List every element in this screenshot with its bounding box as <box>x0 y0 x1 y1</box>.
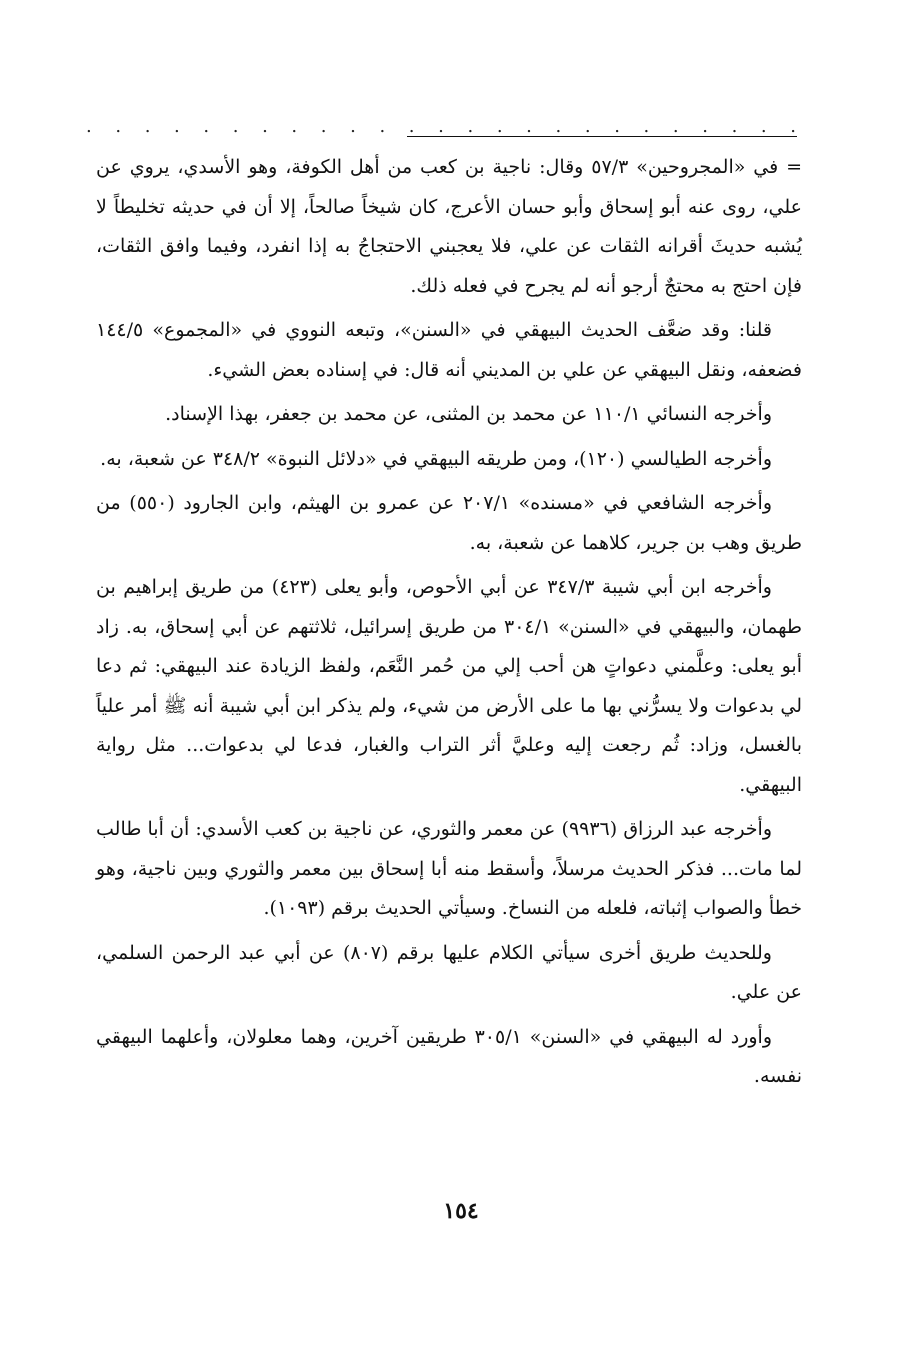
paragraph-0: = في «المجروحين» ٥٧/٣ وقال: ناجية بن كعب من أهل الكوفة، وهو الأسدي، يروي عن علي، روى عنه أبو إسحاق وأبو حسان الأعرج، كان شيخاً صالحاً، إلا أن في حديثه تخليطاً لا يُشبه حديثَ أقرانه الثقات عن علي، فلا يعجبني الاحتجاجُ به إذا انفرد، وفيما وافق الثقات، فإن احتج به محتجٌ أرجو أنه لم يجرح في فعله ذلك. <box>96 156 803 297</box>
header-dot: . <box>702 116 708 137</box>
header-dot: . <box>467 116 474 137</box>
header-dot: . <box>115 116 122 137</box>
header-dot: . <box>144 116 151 137</box>
header-dot: . <box>291 116 298 137</box>
header-dot: . <box>203 116 210 137</box>
paragraph-8: وأورد له البيهقي في «السنن» ٣٠٥/١ طريقين آخرين، وهما معلولان، وأعلهما البيهقي نفسه. <box>96 1025 802 1087</box>
header-dot: . <box>86 116 92 137</box>
page-number: ١٥٤ <box>443 1198 479 1224</box>
paragraph-3: وأخرجه الطيالسي (١٢٠)، ومن طريقه البيهقي في «دلائل النبوة» ٣٤٨/٢ عن شعبة، به. <box>100 447 772 470</box>
header-dot: . <box>555 116 562 137</box>
header-dot: . <box>379 116 386 137</box>
header-dot: . <box>584 116 591 137</box>
header-dot: . <box>438 116 444 137</box>
paragraph-2: وأخرجه النسائي ١١٠/١ عن محمد بن المثنى، عن محمد بن جعفر، بهذا الإسناد. <box>165 403 772 425</box>
paragraph-5: وأخرجه ابن أبي شيبة ٣٤٧/٣ عن أبي الأحوص، وأبو يعلى (٤٢٣) من طريق إبراهيم بن طهمان، والبيهقي في «السنن» ٣٠٤/١ من طريق إسرائيل، ثلاثتهم عن أبي إسحاق، به. زاد أبو يعلى: وعلَّمني دعواتٍ هن أحب إلي من حُمر النَّعَم، ولفظ الزيادة عند البيهقي: ثم دعا لي بدعوات ولا يسرُّني بها ما على الأرض من شيء، ولم يذكر ابن أبي شيبة أنه ﷺ أمر علياً بالغسل، وزاد: ثُم رجعت إليه وعليَّ أثر التراب والغبار، فدعا لي بدعوات... مثل رواية البيهقي. <box>96 576 802 796</box>
header-dot: . <box>643 116 650 137</box>
header-dot: . <box>350 116 356 137</box>
paragraph-6: وأخرجه عبد الرزاق (٩٩٣٦) عن معمر والثوري، عن ناجية بن كعب الأسدي: أن أبا طالب لما مات... فذكر الحديث مرسلاً، وأسقط منه أبا إسحاق بين معمر والثوري وبين ناجية، وهو خطأ والصواب إثباته، فلعله من النساخ. وسيأتي الحديث برقم (١٠٩٣). <box>96 818 802 919</box>
header-dot: . <box>672 116 679 137</box>
header-dot: . <box>526 116 532 137</box>
footnote-separator-rule <box>407 136 797 137</box>
paragraph-7: وللحديث طريق أخرى سيأتي الكلام عليها برقم (٨٠٧) عن أبي عبد الرحمن السلمي، عن علي. <box>96 941 802 1003</box>
header-dot-leader <box>86 118 796 136</box>
header-dot: . <box>790 116 796 137</box>
header-dot: . <box>232 116 239 137</box>
header-dot: . <box>408 116 415 137</box>
header-dot: . <box>731 116 738 137</box>
header-dot: . <box>496 116 503 137</box>
footnote-text-block <box>96 148 802 1102</box>
header-dot: . <box>320 116 327 137</box>
paragraph-1: قلنا: وقد ضعَّف الحديث البيهقي في «السنن»، وتبعه النووي في «المجموع» ١٤٤/٥ فضعفه، ونقل البيهقي عن علي بن المديني أنه قال: في إسناده بعض الشيء. <box>96 319 802 381</box>
header-dot: . <box>614 116 620 137</box>
header-dot: . <box>760 116 767 137</box>
paragraph-4: وأخرجه الشافعي في «مسنده» ٢٠٧/١ عن عمرو بن الهيثم، وابن الجارود (٥٥٠) من طريق وهب بن جرير، كلاهما عن شعبة، به. <box>96 492 802 554</box>
header-dot: . <box>262 116 268 137</box>
header-dot: . <box>174 116 180 137</box>
